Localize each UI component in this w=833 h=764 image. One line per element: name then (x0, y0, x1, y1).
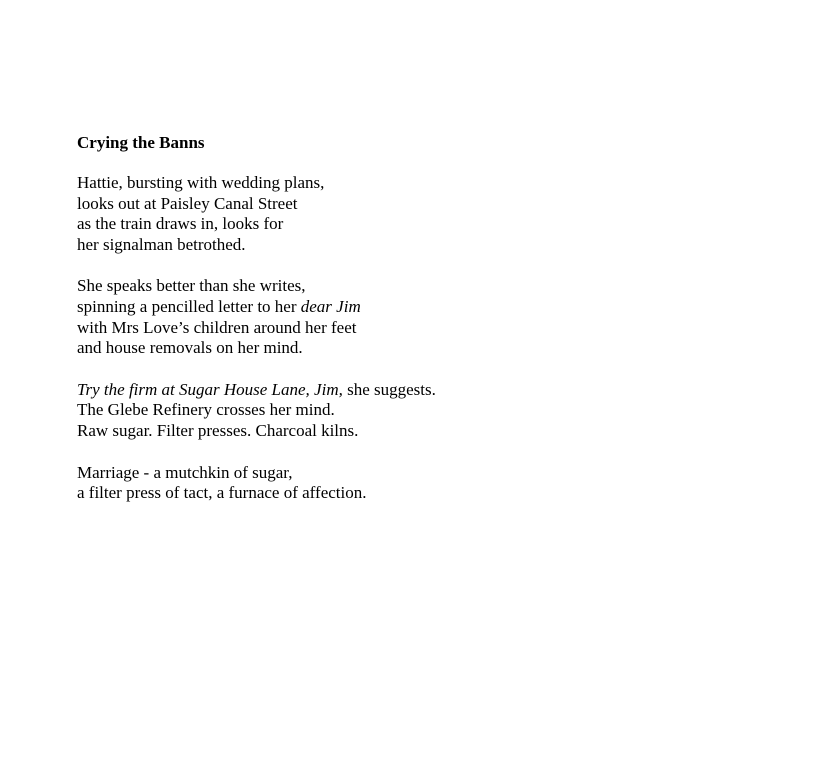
line-text: a filter press of tact, a furnace of affection. (77, 483, 367, 503)
italic-text: Try the firm at Sugar House Lane, Jim, (77, 379, 343, 399)
poem-line (77, 235, 777, 256)
stanza-spacer (77, 442, 777, 463)
line-text: Marriage - a mutchkin of sugar, (77, 462, 293, 482)
poem-line (77, 463, 777, 484)
line-text: with Mrs Love’s children around her feet (77, 317, 357, 337)
poem-line (77, 318, 777, 339)
line-text: as the train draws in, looks for (77, 214, 284, 234)
poem-body (77, 173, 777, 504)
line-text: The Glebe Refinery crosses her mind. (77, 400, 335, 420)
line-text: she suggests. (342, 379, 436, 399)
poem-stanza (77, 380, 777, 442)
poem-line (77, 194, 777, 215)
poem-page (77, 131, 777, 504)
title-spacer (77, 155, 777, 173)
poem-line (77, 173, 777, 194)
line-text: her signalman betrothed. (77, 234, 246, 254)
poem-stanza (77, 173, 777, 255)
poem-stanza (77, 276, 777, 358)
poem-line (77, 483, 777, 504)
italic-text: dear Jim (300, 296, 361, 316)
stanza-spacer (77, 255, 777, 276)
line-text: spinning a pencilled letter to her (77, 296, 301, 316)
poem-line (77, 276, 777, 297)
poem-line (77, 400, 777, 421)
poem-line (77, 380, 777, 401)
line-text: Hattie, bursting with wedding plans, (77, 173, 325, 192)
poem-title: Crying the Banns (77, 133, 205, 152)
line-text: Raw sugar. Filter presses. Charcoal kilns. (77, 420, 359, 440)
poem-line (77, 214, 777, 235)
poem-stanza (77, 463, 777, 504)
line-text: and house removals on her mind. (77, 338, 303, 358)
line-text: She speaks better than she writes, (77, 276, 306, 296)
poem-line (77, 421, 777, 442)
poem-line (77, 297, 777, 318)
stanza-spacer (77, 359, 777, 380)
poem-line (77, 338, 777, 359)
line-text: looks out at Paisley Canal Street (77, 193, 298, 213)
